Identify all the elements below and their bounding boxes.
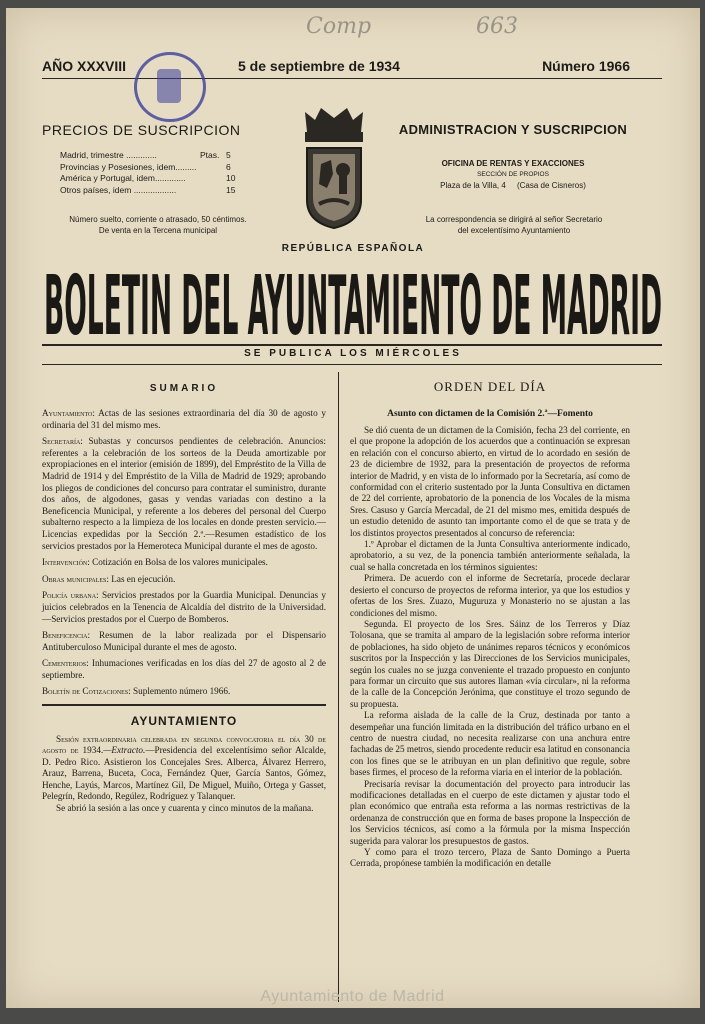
orden-paragraph: Se dió cuenta de un dictamen de la Comisión, fecha 23 del corriente, en el que propone la adopción de los acuerdos que a continuación se expresan en relación con el concurso abierto, en virtud de lo acordado en sesión de 23 de diciembre de 1932, para la presentación de proyectos de reforma interior de Madrid, y en vista de lo informado por la Secretaría, así como de conformidad con el criterio sustentado por la Junta Consultiva en dictamen de 22 del corriente, aprobatorio de la ponencia de los Vocales de la misma Sres. Casuso y García Mercadal, de 21 del mismo mes, emitida después de un estudio detenido de asunto tan importante como el de que se trata y de los distintos proyectos presentados al concurso de referencia:: [350, 425, 630, 538]
correspondence-note: La correspondencia se dirigirá al señor Secretario del excelentísimo Ayuntamiento: [425, 215, 603, 235]
masthead-rule: [42, 344, 662, 346]
issue-number: Número 1966: [542, 58, 630, 74]
sumario-entry: Cementerios: Inhumaciones verificadas en los días del 27 de agosto al 2 de septiembre.: [42, 658, 327, 680]
column-divider: [338, 372, 339, 1002]
sumario-title: SUMARIO: [149, 383, 219, 394]
masthead-title: [42, 256, 664, 346]
price-row: Provincias y Posesiones, idem......... 6: [60, 161, 231, 172]
orden-paragraph: Precisaría revisar la documentación del proyecto para introducir las modificaciones detalladas en el cuerpo de este dictamen y ajustar todo el plan económico que entraña esta reforma a las normas restrictivas de la ordenanza de construcción que en forma de bases propone la Inspección de los Servicios técnicos, así como a la fórmula por la misma Inspección sugerida para valorar los presupuestos de gastos.: [350, 778, 630, 846]
right-column: [350, 372, 630, 870]
sumario-entry: Secretaría: Subastas y concursos pendientes de celebración. Anuncios: referentes a la celebración de los sorteos de la Deuda amortizable por expropiaciones en el interior (emisión de 1899), del Empréstito de la Villa de Madrid de 1914 y del Empréstito de la Villa de Madrid de 1929; aprobando los pliegos de condiciones del concurso para contratar el suministro, durante dos años, de algodones, gasas y vendas variadas con destino a la Beneficencia Municipal, y referente a los deberes del personal del Cuerpo subalterno respecto a la limpieza de los locales en donde presten servicio.—Licencias expedidas por la Sección 2.ª.—Resumen estadístico de los servicios prestados por la Hemeroteca Municipal durante el mes de agosto.: [42, 436, 326, 551]
date-label: 5 de septiembre de 1934: [238, 58, 400, 74]
madrid-coat-of-arms-icon: [297, 104, 371, 232]
single-issue-note: Número suelto, corriente o atrasado, 50 céntimos. De venta en la Tercena municipal: [69, 215, 247, 235]
price-row: Otros países, idem .................. 15: [60, 184, 236, 195]
left-column: [42, 372, 326, 814]
subtitle-rule: [42, 364, 662, 365]
orden-paragraph: Y como para el trozo tercero, Plaza de Santo Domingo a Puerta Cerrada, propónese también la modificación en detalle: [350, 847, 630, 869]
orden-title: ORDEN DEL DÍA: [433, 379, 547, 394]
sumario-entry: Policía urbana: Servicios prestados por la Guardia Municipal. Denuncias y juicios celebrados en la Tenencia de Alcaldía del distrito de la Universidad.—Servicios prestados por el Cuerpo de Bomberos.: [42, 590, 327, 624]
publication-day: SE PUBLICA LOS MIÉRCOLES: [244, 348, 462, 359]
library-stamp: [134, 52, 206, 122]
precios-title: PRECIOS DE SUSCRIPCION: [42, 122, 241, 138]
section-separator: [42, 704, 326, 706]
price-list: [60, 150, 256, 196]
republica-label: REPÚBLICA ESPAÑOLA: [281, 243, 425, 254]
price-row: Madrid, trimestre ............. Ptas. 5: [60, 150, 231, 160]
orden-paragraph: Segunda. El proyecto de los Sres. Sáinz de los Terreros y Díaz Tolosana, que se tramita al amparo de la legislación sobre reforma interior de poblaciones, ha sido objeto de unánimes reparos técnicos y económicos suscritos por la Inspección y las Direcciones de los Servicios municipales, según los cuales no se juzga conveniente el trazado propuesto en conjunto para formar un circuito que sus autores llaman «vía circular», ni la reforma de la calle de la Concepción Jerónima, que constituye el trozo segundo de su propuesta.: [350, 618, 630, 709]
masthead-text: BOLETIN DEL AYUNTAMIENTO DE MADRID: [44, 259, 662, 346]
sumario-entry: Boletín de Cotizaciones: Suplemento número 1966.: [42, 686, 231, 697]
session-paragraph: Se abrió la sesión a las once y cuarenta y cinco minutos de la mañana.: [56, 802, 314, 813]
handwritten-number: 663: [476, 14, 518, 39]
price-row: América y Portugal, idem............. 10: [60, 173, 236, 183]
session-paragraph: Sesión extraordinaria celebrada en segunda convocatoria el día 30 de agosto de 1934.—Extracto.—Presidencia del excelentísimo señor Alcalde, D. Pedro Rico. Asistieron los Concejales Sres. Alberca, Álvarez Herrero, Arauz, Barrena, Buceta, Coca, Fernández Quer, García Santos, Gómez, Henche, Layús, Marcos, Martínez Gil, De Miguel, Muiño, Ortega y Gasset, Pelegrín, Redondo, Regúlez, Rodríguez y Talanquer.: [42, 734, 326, 802]
sumario-entry: Obras municipales: Las en ejecución.: [42, 573, 176, 584]
orden-paragraph: La reforma aislada de la calle de la Cruz, destinada por tanto a desempeñar una función limitada en la distribución del tráfico urbano en el centro de nuestra ciudad, no necesita realizarse con una anchura entre fachadas de 25 metros, siendo procedente reducir esa latitud en consonancia con los fines que se le atribuyan en un plan definitivo que regule, sobre bases firmes, el proceso de la reforma viaria en el interior de la población.: [350, 710, 630, 778]
newspaper-page: [6, 8, 700, 1008]
asunto-heading: Asunto con dictamen de la Comisión 2.ª—Fomento: [387, 409, 593, 419]
admin-office: OFICINA DE RENTAS Y EXACCIONES SECCIÓN DE PROPIOS Plaza de la Villa, 4 (Casa de Cisneros): [440, 159, 586, 190]
archive-watermark: Ayuntamiento de Madrid: [260, 988, 445, 1005]
year-label: AÑO XXXVIII: [42, 58, 127, 74]
ayuntamiento-title: AYUNTAMIENTO: [130, 714, 238, 729]
sumario-entry: Ayuntamiento: Actas de las sesiones extraordinaria del día 30 de agosto y ordinaria del 31 del mismo mes.: [42, 408, 326, 430]
orden-paragraph: Primera. De acuerdo con el informe de Secretaría, procede declarar desierto el concurso de proyectos de reforma interior, ya que los estudios y ofertas de los Sres. Zuazo, Muguruza y Monasterio no se ajustan a las condiciones del mismo.: [350, 573, 630, 618]
sumario-entry: Beneficencia: Resumen de la labor realizada por el Dispensario Antituberculoso Municipal durante el mes de agosto.: [42, 630, 326, 652]
handwritten-note: Comp: [306, 14, 372, 39]
sumario-entry: Intervención: Cotización en Bolsa de los valores municipales.: [42, 557, 268, 568]
orden-paragraph: 1.º Aprobar el dictamen de la Junta Consultiva anteriormente indicado, aprobatorio, a su vez, de la ponencia también anteriormente señalada, la cual se halla concretada en los términos siguientes:: [350, 539, 630, 572]
admin-title: ADMINISTRACION Y SUSCRIPCION: [398, 122, 628, 137]
